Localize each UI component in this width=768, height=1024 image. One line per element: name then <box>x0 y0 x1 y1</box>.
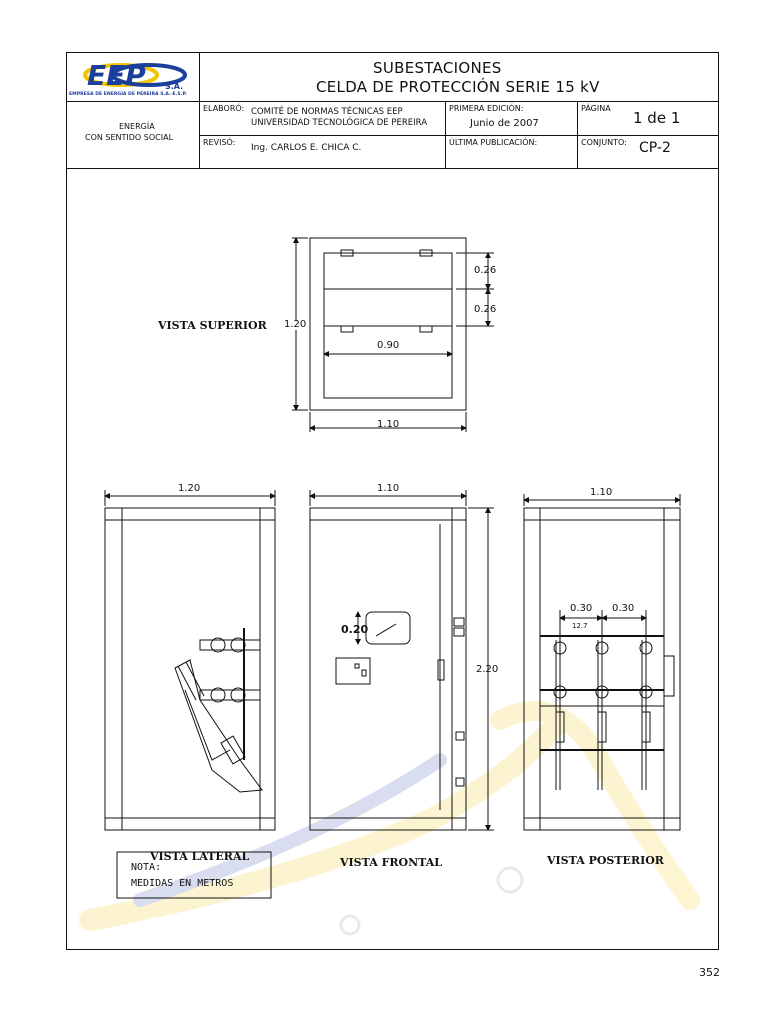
dim-lat-width: 1.20 <box>178 483 201 494</box>
label-vista-lateral: VISTA LATERAL <box>150 850 250 863</box>
label-vista-frontal: VISTA FRONTAL <box>340 856 443 869</box>
rear-view <box>524 494 680 830</box>
pagina-value: 1 de 1 <box>633 109 681 127</box>
dim-top-inner: 0.90 <box>377 340 400 351</box>
reviso-label: REVISÓ: <box>203 138 236 147</box>
dim-top-seg2: 0.26 <box>474 304 497 315</box>
elaboro-line-2: UNIVERSIDAD TECNOLÓGICA DE PEREIRA <box>251 118 428 128</box>
company-name: EMPRESA DE ENERGIA DE PEREIRA S.A.-E.S.P. <box>69 92 187 97</box>
slogan-line-1: ENERGÍA <box>119 122 155 131</box>
svg-text:S.A.: S.A. <box>165 82 184 91</box>
primera-edicion-label: PRIMERA EDICIÓN: <box>449 104 524 113</box>
dim-front-height: 2.20 <box>476 664 499 675</box>
side-view <box>105 490 275 830</box>
dim-back-width: 1.10 <box>590 487 613 498</box>
pagina-label: PÁGINA <box>581 104 611 113</box>
dim-back-sp2: 0.30 <box>612 603 635 614</box>
dim-top-seg1: 0.26 <box>474 265 497 276</box>
slogan-line-2: CON SENTIDO SOCIAL <box>85 133 174 142</box>
ultima-publicacion-label: ÚLTIMA PUBLICACIÓN: <box>449 138 538 147</box>
note-text: MEDIDAS EN METROS <box>131 878 234 889</box>
elaboro-label: ELABORÓ: <box>203 104 245 113</box>
svg-text:EEP: EEP <box>87 59 146 92</box>
dim-top-width: 1.10 <box>377 419 400 430</box>
title-line-2: CELDA DE PROTECCIÓN SERIE 15 kV <box>316 78 600 96</box>
conjunto-value: CP-2 <box>639 140 671 156</box>
background-watermark <box>90 711 690 934</box>
primera-edicion-value: Junio de 2007 <box>470 118 539 129</box>
top-view <box>292 238 497 432</box>
dim-front-width: 1.10 <box>377 483 400 494</box>
label-vista-superior: VISTA SUPERIOR <box>158 319 267 332</box>
page-number: 352 <box>699 966 720 979</box>
conjunto-label: CONJUNTO: <box>581 138 627 147</box>
note-title: NOTA: <box>131 862 162 873</box>
dim-back-sp1: 0.30 <box>570 603 593 614</box>
dim-top-height: 1.20 <box>284 319 307 330</box>
title-line-1: SUBESTACIONES <box>373 59 502 77</box>
elaboro-line-1: COMITÉ DE NORMAS TÉCNICAS EEP <box>251 107 403 117</box>
dim-front-window: 0.20 <box>341 623 369 636</box>
dim-back-small: 12.7 <box>572 622 588 630</box>
reviso-value: Ing. CARLOS E. CHICA C. <box>251 143 362 153</box>
label-vista-posterior: VISTA POSTERIOR <box>547 854 664 867</box>
